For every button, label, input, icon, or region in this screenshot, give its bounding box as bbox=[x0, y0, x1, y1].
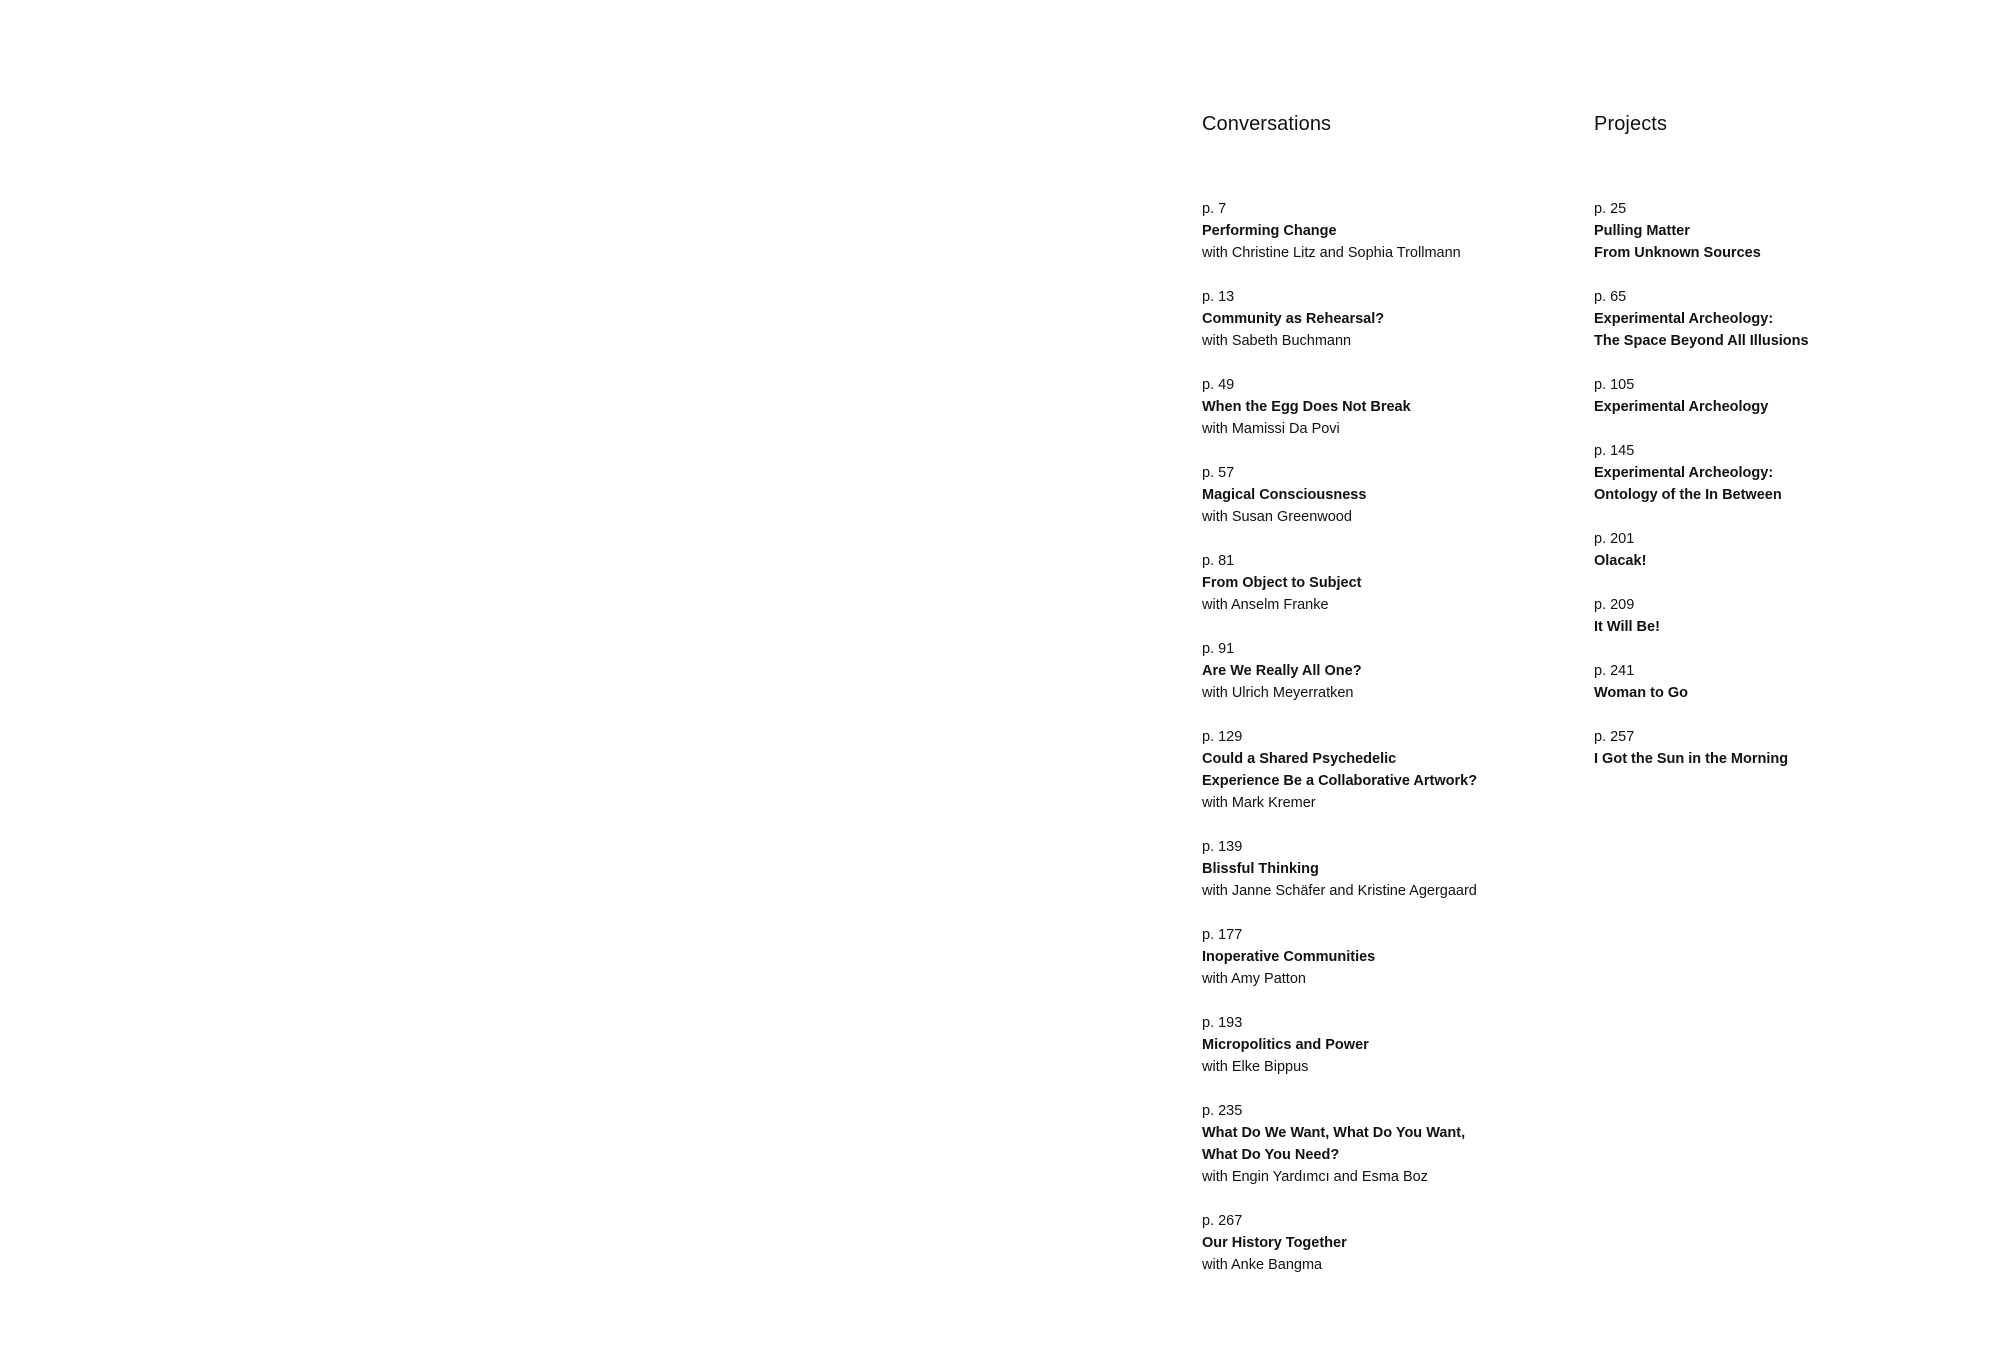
page-number: p. 49 bbox=[1202, 377, 1235, 393]
toc-entry bbox=[1202, 924, 1562, 990]
page-number: p. 235 bbox=[1202, 1103, 1243, 1119]
entry-contributors: with Sabeth Buchmann bbox=[1202, 333, 1352, 349]
entry-contributors: with Anselm Franke bbox=[1202, 597, 1329, 613]
toc-entry bbox=[1202, 726, 1562, 814]
toc-entry bbox=[1594, 374, 1924, 418]
entry-title: Experimental Archeology: The Space Beyond All Illusions bbox=[1594, 311, 1809, 349]
entry-contributors: with Anke Bangma bbox=[1202, 1257, 1323, 1273]
entry-title: Inoperative Communities bbox=[1202, 949, 1376, 965]
toc-entry bbox=[1202, 374, 1562, 440]
toc-entry bbox=[1594, 726, 1924, 770]
entry-contributors: with Susan Greenwood bbox=[1202, 509, 1352, 525]
entry-title: Micropolitics and Power bbox=[1202, 1037, 1369, 1053]
page-number: p. 241 bbox=[1594, 663, 1635, 679]
entry-title: Experimental Archeology bbox=[1594, 399, 1769, 415]
entry-title: From Object to Subject bbox=[1202, 575, 1362, 591]
entry-title: Woman to Go bbox=[1594, 685, 1688, 701]
entry-contributors: with Elke Bippus bbox=[1202, 1059, 1309, 1075]
entry-title: Blissful Thinking bbox=[1202, 861, 1319, 877]
entry-contributors: with Ulrich Meyerratken bbox=[1202, 685, 1354, 701]
entry-title: Community as Rehearsal? bbox=[1202, 311, 1385, 327]
page-number: p. 105 bbox=[1594, 377, 1635, 393]
toc-entry bbox=[1594, 198, 1924, 264]
entry-title: Olacak! bbox=[1594, 553, 1647, 569]
entry-title: Are We Really All One? bbox=[1202, 663, 1362, 679]
entry-contributors: with Mamissi Da Povi bbox=[1202, 421, 1340, 437]
entry-contributors: with Amy Patton bbox=[1202, 971, 1306, 987]
page-number: p. 201 bbox=[1594, 531, 1635, 547]
entry-title: It Will Be! bbox=[1594, 619, 1660, 635]
page-number: p. 57 bbox=[1202, 465, 1235, 481]
entry-title: When the Egg Does Not Break bbox=[1202, 399, 1411, 415]
page-number: p. 7 bbox=[1202, 201, 1227, 217]
page-number: p. 145 bbox=[1594, 443, 1635, 459]
toc-entry bbox=[1594, 528, 1924, 572]
toc-entry bbox=[1202, 1012, 1562, 1078]
entry-contributors: with Christine Litz and Sophia Trollmann bbox=[1202, 245, 1461, 261]
conversations-heading: Conversations bbox=[1202, 113, 1332, 135]
conversations-column bbox=[1202, 110, 1562, 1298]
projects-list bbox=[1594, 198, 1924, 792]
entry-contributors: with Janne Schäfer and Kristine Agergaard bbox=[1202, 883, 1477, 899]
toc-entry bbox=[1202, 638, 1562, 704]
toc-entry bbox=[1594, 594, 1924, 638]
entry-title: Experimental Archeology: Ontology of the In Between bbox=[1594, 465, 1782, 503]
page-number: p. 81 bbox=[1202, 553, 1235, 569]
toc-entry bbox=[1202, 1210, 1562, 1276]
toc-entry bbox=[1202, 462, 1562, 528]
toc-entry bbox=[1202, 286, 1562, 352]
page-number: p. 193 bbox=[1202, 1015, 1243, 1031]
entry-title: Magical Consciousness bbox=[1202, 487, 1367, 503]
entry-contributors: with Mark Kremer bbox=[1202, 795, 1316, 811]
toc-entry bbox=[1594, 440, 1924, 506]
toc-entry bbox=[1202, 198, 1562, 264]
page-number: p. 267 bbox=[1202, 1213, 1243, 1229]
entry-title: What Do We Want, What Do You Want, What Do You Need? bbox=[1202, 1125, 1466, 1163]
page-number: p. 65 bbox=[1594, 289, 1627, 305]
entry-title: Could a Shared Psychedelic Experience Be a Collaborative Artwork? bbox=[1202, 751, 1478, 789]
entry-title: Pulling Matter From Unknown Sources bbox=[1594, 223, 1761, 261]
page-number: p. 129 bbox=[1202, 729, 1243, 745]
conversations-list bbox=[1202, 198, 1562, 1298]
page-number: p. 13 bbox=[1202, 289, 1235, 305]
toc-entry bbox=[1202, 1100, 1562, 1188]
toc-entry bbox=[1594, 660, 1924, 704]
toc-entry bbox=[1594, 286, 1924, 352]
entry-title: I Got the Sun in the Morning bbox=[1594, 751, 1789, 767]
page-number: p. 91 bbox=[1202, 641, 1235, 657]
entry-contributors: with Engin Yardımcı and Esma Boz bbox=[1202, 1169, 1428, 1185]
entry-title: Our History Together bbox=[1202, 1235, 1347, 1251]
page-number: p. 177 bbox=[1202, 927, 1243, 943]
page-number: p. 139 bbox=[1202, 839, 1243, 855]
page-number: p. 25 bbox=[1594, 201, 1627, 217]
projects-column bbox=[1594, 110, 1924, 792]
toc-entry bbox=[1202, 836, 1562, 902]
page-number: p. 257 bbox=[1594, 729, 1635, 745]
toc-entry bbox=[1202, 550, 1562, 616]
page-number: p. 209 bbox=[1594, 597, 1635, 613]
entry-title: Performing Change bbox=[1202, 223, 1337, 239]
projects-heading: Projects bbox=[1594, 113, 1668, 135]
